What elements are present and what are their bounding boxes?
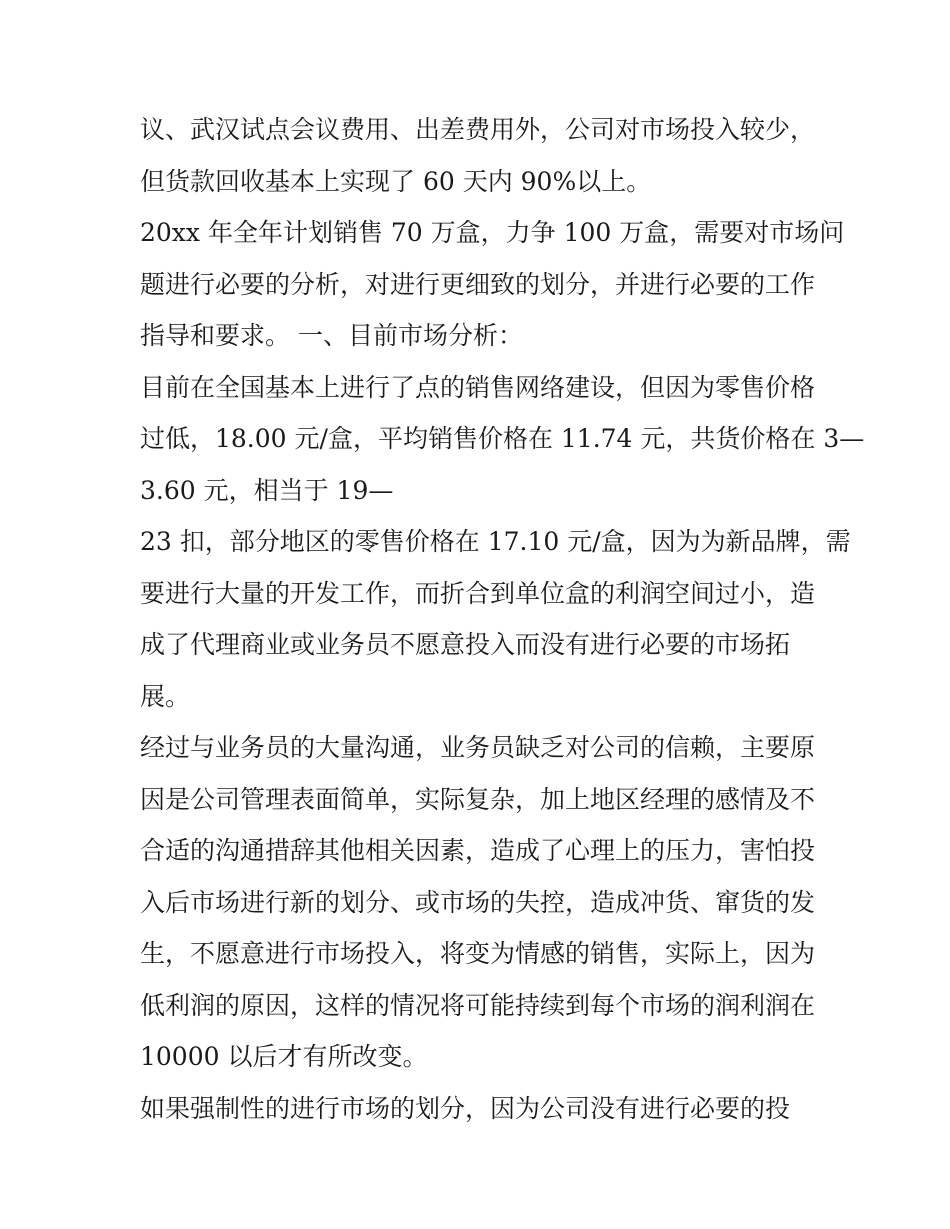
- text-line: 经过与业务员的大量沟通，业务员缺乏对公司的信赖，主要原: [140, 733, 816, 762]
- text-line: 10000 以后才有所改变。: [140, 1042, 428, 1071]
- text-line: 23 扣，部分地区的零售价格在 17.10 元/盒，因为为新品牌，需: [140, 527, 851, 556]
- document-body: [140, 104, 865, 1134]
- text-line: 低利润的原因，这样的情况将可能持续到每个市场的润利润在: [140, 990, 816, 1020]
- text-line: 成了代理商业或业务员不愿意投入而没有进行必要的市场拓: [140, 630, 791, 659]
- text-line: 展。: [140, 681, 191, 711]
- text-line: 题进行必要的分析，对进行更细致的划分，并进行必要的工作: [140, 269, 816, 299]
- text-line: 如果强制性的进行市场的划分，因为公司没有进行必要的投: [140, 1093, 791, 1123]
- text-line: 议、武汉试点会议费用、出差费用外，公司对市场投入较少，: [140, 115, 816, 144]
- text-line: 20xx 年全年计划销售 70 万盒，力争 100 万盒，需要对市场问: [140, 218, 845, 247]
- text-line: 目前在全国基本上进行了点的销售网络建设，但因为零售价格: [140, 372, 816, 402]
- text-line: 入后市场进行新的划分、或市场的失控，造成冲货、窜货的发: [140, 887, 816, 917]
- text-line: 因是公司管理表面简单，实际复杂，加上地区经理的感情及不: [140, 784, 816, 814]
- text-line: 要进行大量的开发工作，而折合到单位盒的利润空间过小，造: [140, 578, 816, 608]
- text-line: 指导和要求。 一、目前市场分析：: [140, 321, 523, 350]
- text-line: 但货款回收基本上实现了 60 天内 90%以上。: [140, 166, 652, 196]
- text-line: 3.60 元，相当于 19—: [140, 475, 394, 505]
- text-line: 合适的沟通措辞其他相关因素，造成了心理上的压力，害怕投: [140, 836, 816, 865]
- text-line: 生，不愿意进行市场投入，将变为情感的销售，实际上，因为: [140, 939, 816, 968]
- text-line: 过低，18.00 元/盒，平均销售价格在 11.74 元，共货价格在 3—: [140, 424, 865, 453]
